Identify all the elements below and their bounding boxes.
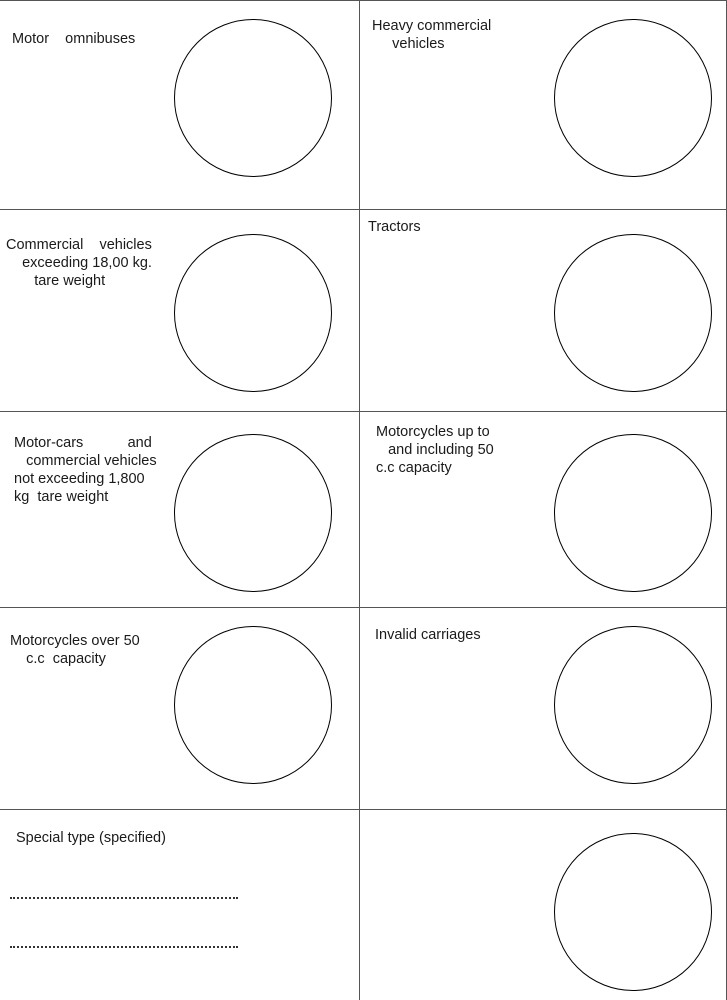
stamp-circle-commercial-exceeding[interactable] xyxy=(174,234,332,392)
specify-line-2[interactable] xyxy=(10,944,238,948)
stamp-circle-motorcycles-up-to-50[interactable] xyxy=(554,434,712,592)
row-divider xyxy=(0,209,727,210)
column-divider xyxy=(359,0,360,1000)
stamp-circle-invalid-carriages[interactable] xyxy=(554,626,712,784)
cell-label-special-type: Special type (specified) xyxy=(16,830,166,846)
row-divider xyxy=(0,0,727,1)
row-divider xyxy=(0,607,727,608)
stamp-circle-tractors[interactable] xyxy=(554,234,712,392)
cell-label-motorcycles-up-to-50: Motorcycles up to and including 50 c.c capacity xyxy=(376,424,494,476)
cell-label-invalid-carriages: Invalid carriages xyxy=(375,627,481,643)
stamp-circle-motor-omnibuses[interactable] xyxy=(174,19,332,177)
row-divider xyxy=(0,411,727,412)
stamp-circle-motorcycles-over-50[interactable] xyxy=(174,626,332,784)
row-divider xyxy=(0,809,727,810)
cell-label-motorcycles-over-50: Motorcycles over 50 c.c capacity xyxy=(10,633,140,667)
stamp-circle-special-type[interactable] xyxy=(554,833,712,991)
cell-label-motor-cars: Motor-cars and commercial vehicles not exceeding 1,800 kg tare weight xyxy=(14,435,157,505)
cell-label-heavy-commercial: Heavy commercial vehicles xyxy=(372,18,492,52)
stamp-circle-motor-cars[interactable] xyxy=(174,434,332,592)
stamp-circle-heavy-commercial[interactable] xyxy=(554,19,712,177)
cell-label-motor-omnibuses: Motor omnibuses xyxy=(12,31,136,47)
cell-label-commercial-exceeding: Commercial vehicles exceeding 18,00 kg. tare weight xyxy=(6,237,152,289)
cell-label-tractors: Tractors xyxy=(368,219,421,235)
specify-line-1[interactable] xyxy=(10,895,238,899)
